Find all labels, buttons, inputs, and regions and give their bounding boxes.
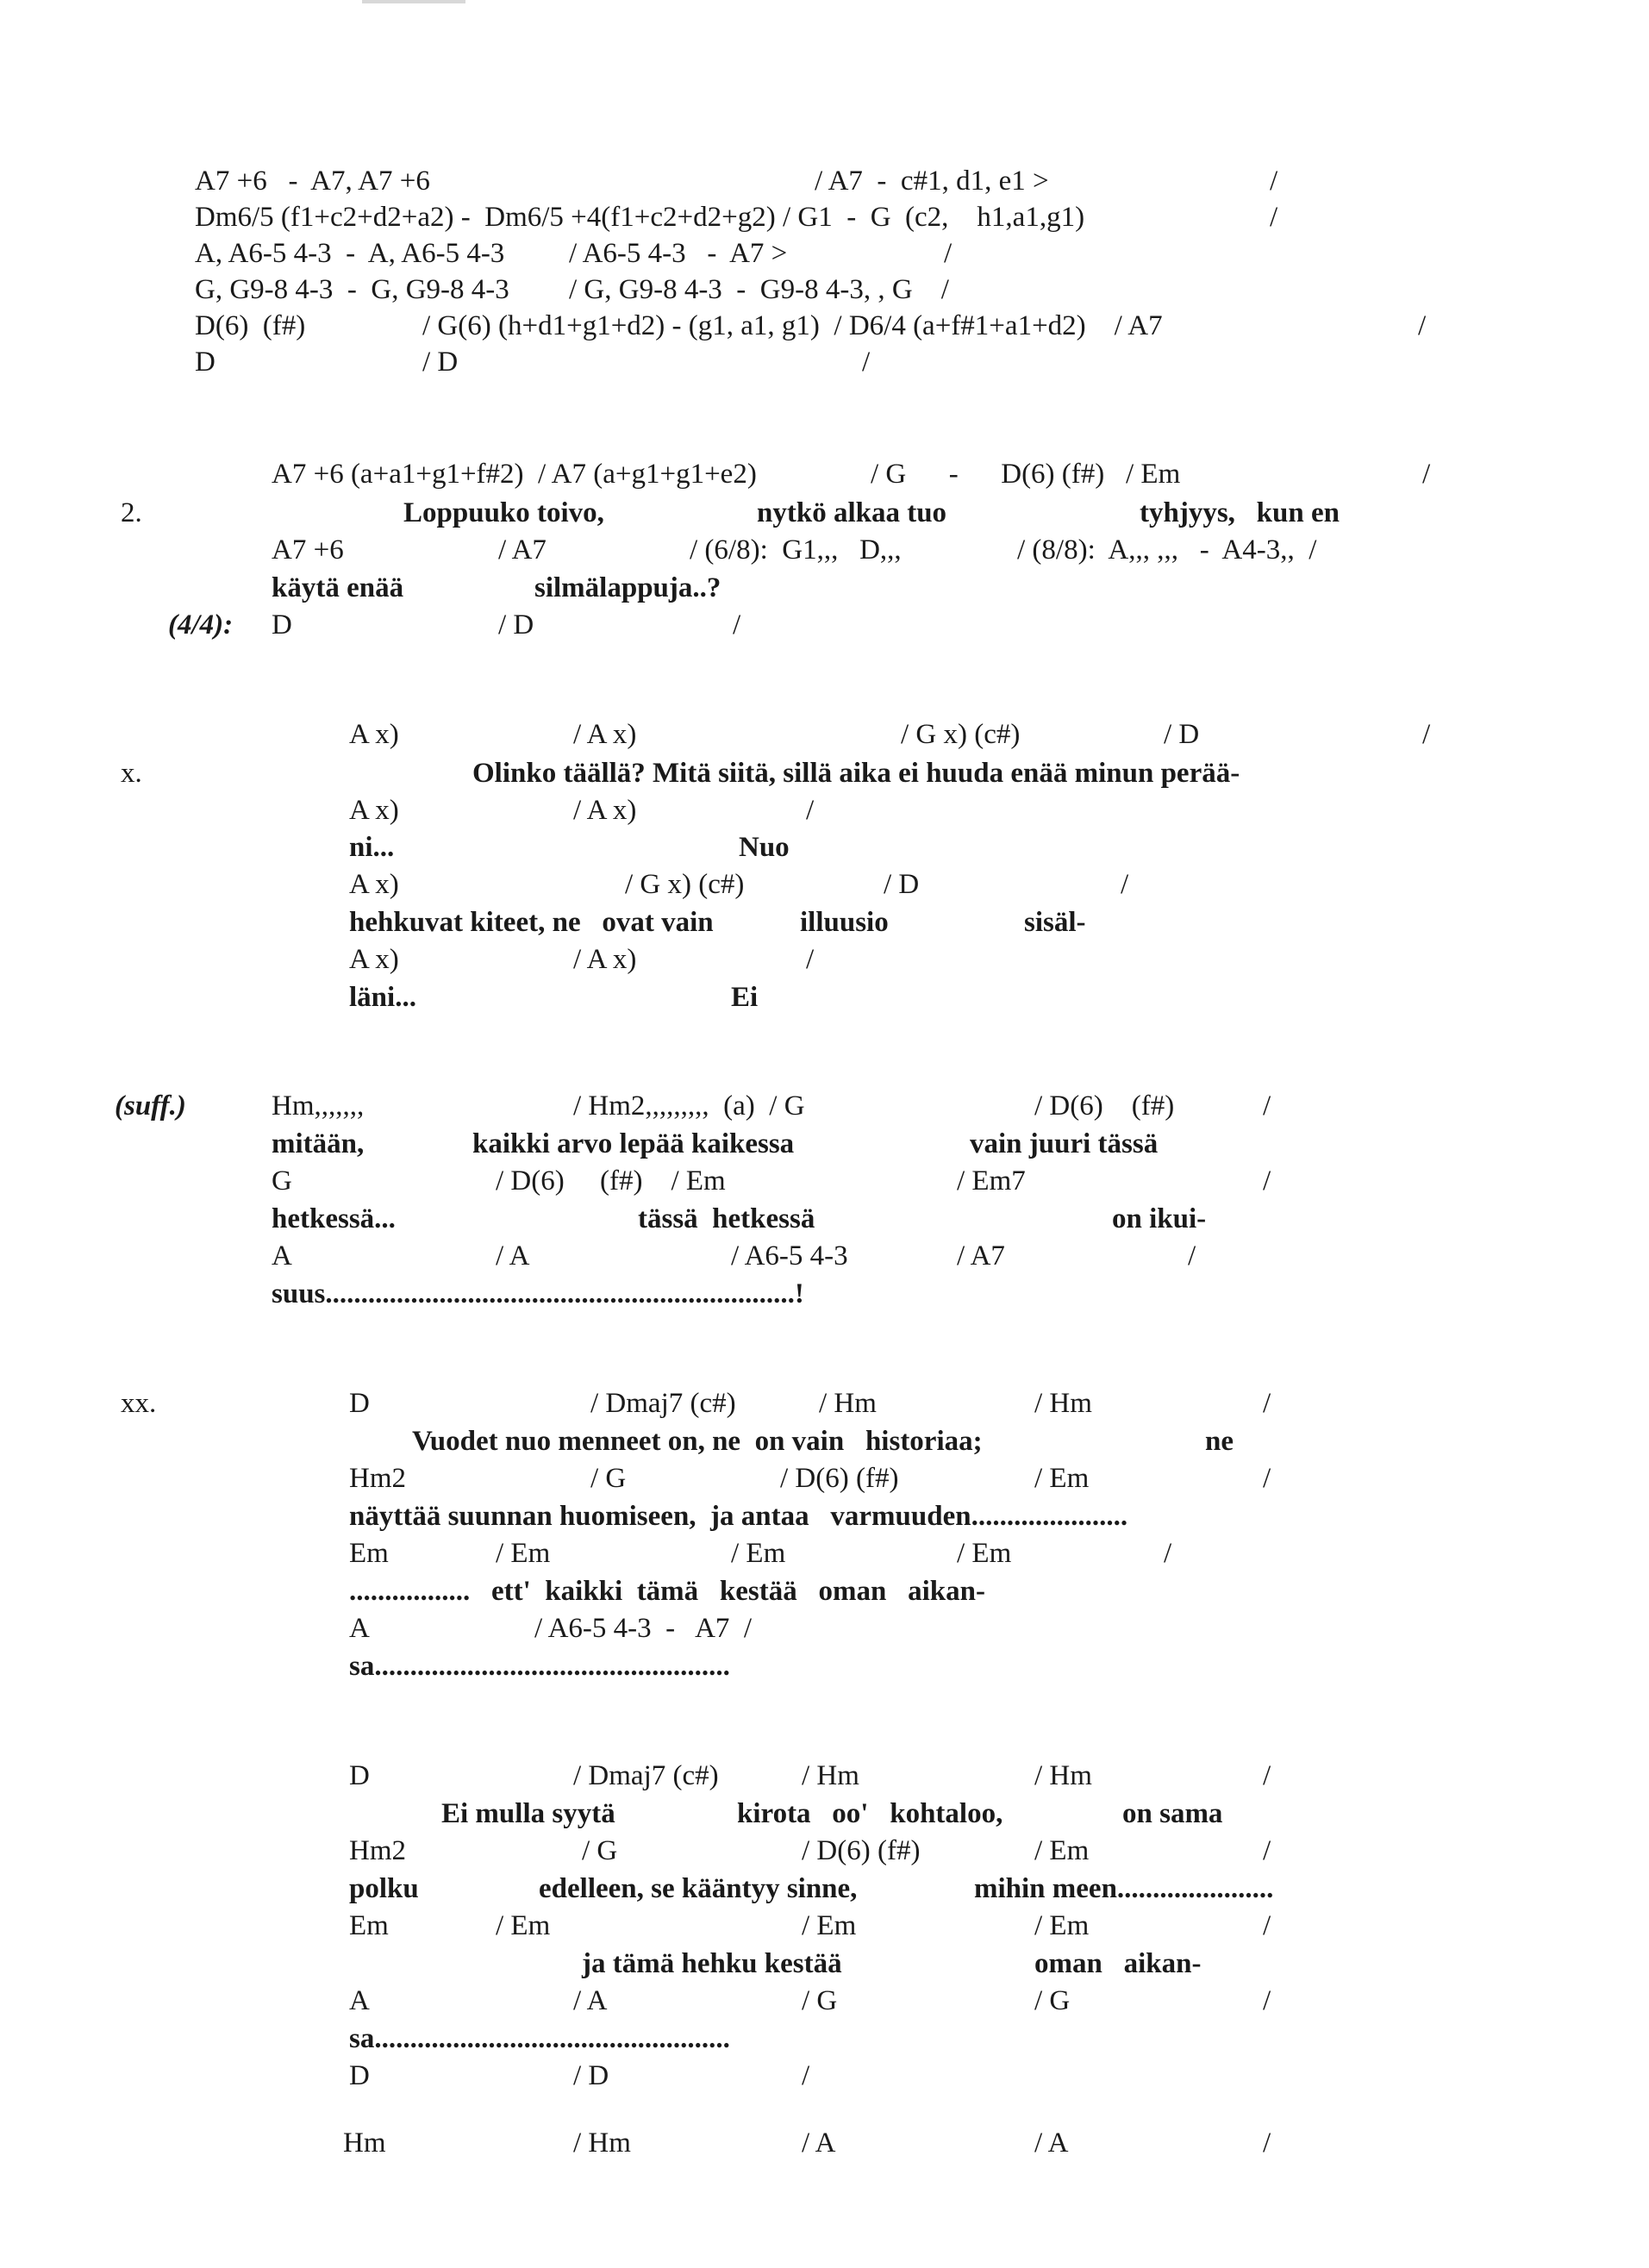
verse2-number: 2. bbox=[121, 497, 142, 528]
verse2-meter-mark: (4/4): bbox=[168, 609, 234, 640]
suff-lyric-line-2: hetkessä... bbox=[272, 1203, 396, 1234]
bridge-x-chord-line-1: A x) bbox=[349, 719, 399, 750]
bridge-x-chord-line-3d: / bbox=[1121, 869, 1129, 900]
bridge-x-chord-line-2c: / bbox=[806, 795, 815, 826]
bridge-x-chord-line-2b: / A x) bbox=[573, 795, 637, 826]
verse3-chord-line-3: Em bbox=[349, 1910, 389, 1941]
bridge-xx-chord-line-2b: / G bbox=[590, 1463, 627, 1494]
intro-chord-line-6: D bbox=[195, 347, 215, 378]
bridge-xx-chord-line-1d: / Hm bbox=[1034, 1388, 1092, 1419]
verse3-chord-line-6b: / Hm bbox=[573, 2127, 631, 2159]
intro-chord-line-1b: / A7 - c#1, d1, e1 > bbox=[815, 166, 1049, 197]
intro-chord-line-3b: / A6-5 4-3 - A7 > bbox=[569, 238, 788, 269]
verse3-lyric-line-2c: mihin meen...................... bbox=[974, 1873, 1274, 1904]
verse3-lyric-line-3: ja tämä hehku kestää bbox=[582, 1948, 842, 1979]
verse3-chord-line-3d: / Em bbox=[1034, 1910, 1090, 1941]
bridge-x-lyric-line-2: ni... bbox=[349, 832, 395, 863]
bridge-x-lyric-line-3: hehkuvat kiteet, ne ovat vain bbox=[349, 907, 714, 938]
verse3-chord-line-1e: / bbox=[1263, 1760, 1271, 1791]
bridge-xx-chord-line-3d: / Em bbox=[957, 1538, 1012, 1569]
bridge-xx-chord-line-3: Em bbox=[349, 1538, 389, 1569]
bridge-x-chord-line-3c: / D bbox=[884, 869, 920, 900]
verse2-lyric-line-1c: tyhjyys, kun en bbox=[1140, 497, 1340, 528]
verse3-chord-line-6c: / A bbox=[802, 2127, 836, 2159]
verse3-chord-line-4c: / G bbox=[802, 1985, 838, 2016]
verse3-lyric-line-1: Ei mulla syytä bbox=[441, 1798, 615, 1829]
bridge-xx-lyric-line-1b: ne bbox=[1205, 1426, 1234, 1457]
intro-chord-line-2: Dm6/5 (f1+c2+d2+a2) - Dm6/5 +4(f1+c2+d2+g2) / G1 - G (c2, h1,a1,g1) bbox=[195, 202, 1085, 233]
verse3-chord-line-4e: / bbox=[1263, 1985, 1271, 2016]
verse3-chord-line-3b: / Em bbox=[496, 1910, 551, 1941]
bridge-xx-chord-line-3c: / Em bbox=[731, 1538, 786, 1569]
verse3-lyric-line-1c: on sama bbox=[1122, 1798, 1223, 1829]
verse2-lyric-line-1: Loppuuko toivo, bbox=[403, 497, 604, 528]
bridge-xx-chord-line-3e: / bbox=[1164, 1538, 1172, 1569]
suff-chord-line-1: Hm,,,,,,, bbox=[272, 1090, 365, 1122]
verse3-chord-line-1d: / Hm bbox=[1034, 1760, 1092, 1791]
verse3-chord-line-2c: / D(6) (f#) bbox=[802, 1835, 921, 1866]
suff-lyric-line-1: mitään, bbox=[272, 1128, 365, 1159]
suff-lyric-line-1b: kaikki arvo lepää kaikessa bbox=[472, 1128, 795, 1159]
suff-lyric-line-1c: vain juuri tässä bbox=[970, 1128, 1159, 1159]
bridge-xx-chord-line-2c: / D(6) (f#) bbox=[780, 1463, 899, 1494]
verse3-chord-line-6d: / A bbox=[1034, 2127, 1069, 2159]
bridge-x-chord-line-1c: / G x) (c#) bbox=[901, 719, 1021, 750]
verse3-lyric-line-4: sa.................................................. bbox=[349, 2023, 730, 2054]
verse2-lyric-line-1b: nytkö alkaa tuo bbox=[757, 497, 947, 528]
bridge-xx-chord-line-3b: / Em bbox=[496, 1538, 551, 1569]
verse3-chord-line-1c: / Hm bbox=[802, 1760, 859, 1791]
bridge-x-chord-line-4c: / bbox=[806, 944, 815, 975]
suff-chord-line-1b: / Hm2,,,,,,,,, (a) / G bbox=[573, 1090, 805, 1122]
bridge-xx-chord-line-1c: / Hm bbox=[819, 1388, 877, 1419]
suff-chord-line-1c: / D(6) (f#) bbox=[1034, 1090, 1175, 1122]
suff-chord-line-2d: / bbox=[1263, 1165, 1271, 1196]
verse3-chord-line-5: D bbox=[349, 2060, 370, 2091]
verse3-chord-line-4: A bbox=[349, 1985, 370, 2016]
verse2-chord-line-1: A7 +6 (a+a1+g1+f#2) / A7 (a+g1+g1+e2) bbox=[272, 459, 757, 490]
verse3-lyric-line-3b: oman aikan- bbox=[1034, 1948, 1202, 1979]
intro-chord-line-1c: / bbox=[1270, 166, 1278, 197]
verse3-chord-line-4d: / G bbox=[1034, 1985, 1071, 2016]
bridge-x-chord-line-1d: / D bbox=[1164, 719, 1200, 750]
intro-chord-line-3: A, A6-5 4-3 - A, A6-5 4-3 bbox=[195, 238, 505, 269]
bridge-x-lyric-line-3c: sisäl- bbox=[1024, 907, 1086, 938]
bridge-xx-chord-line-4b: / A6-5 4-3 - A7 / bbox=[534, 1613, 753, 1644]
verse3-chord-line-2d: / Em bbox=[1034, 1835, 1090, 1866]
intro-chord-line-3c: / bbox=[944, 238, 953, 269]
bridge-xx-chord-line-4: A bbox=[349, 1613, 370, 1644]
suff-chord-line-3b: / A bbox=[496, 1240, 530, 1271]
verse2-chord-line-3: D bbox=[272, 609, 292, 640]
bridge-xx-chord-line-1: D bbox=[349, 1388, 370, 1419]
bridge-x-lyric-line-4: läni... bbox=[349, 982, 416, 1013]
verse2-lyric-line-2: käytä enää bbox=[272, 572, 404, 603]
suff-chord-line-2b: / D(6) (f#) / Em bbox=[496, 1165, 726, 1196]
bridge-x-chord-line-1b: / A x) bbox=[573, 719, 637, 750]
suff-lyric-line-2b: tässä hetkessä bbox=[638, 1203, 815, 1234]
suff-chord-line-2c: / Em7 bbox=[957, 1165, 1026, 1196]
verse3-lyric-line-2b: edelleen, se kääntyy sinne, bbox=[539, 1873, 858, 1904]
verse3-chord-line-1b: / Dmaj7 (c#) bbox=[573, 1760, 719, 1791]
bridge-x-chord-line-2: A x) bbox=[349, 795, 399, 826]
intro-chord-line-5: D(6) (f#) bbox=[195, 310, 306, 341]
intro-chord-line-1: A7 +6 - A7, A7 +6 bbox=[195, 166, 430, 197]
verse3-chord-line-2e: / bbox=[1263, 1835, 1271, 1866]
bridge-xx-lyric-line-1: Vuodet nuo menneet on, ne on vain historiaa; bbox=[412, 1426, 983, 1457]
bridge-x-chord-line-3: A x) bbox=[349, 869, 399, 900]
suff-chord-line-3e: / bbox=[1188, 1240, 1196, 1271]
verse2-chord-line-2: A7 +6 bbox=[272, 534, 344, 565]
suff-chord-line-1d: / bbox=[1263, 1090, 1271, 1122]
bridge-x-chord-line-4b: / A x) bbox=[573, 944, 637, 975]
verse2-chord-line-3b: / D bbox=[498, 609, 534, 640]
suff-chord-line-3: A bbox=[272, 1240, 292, 1271]
intro-chord-line-4b: / G, G9-8 4-3 - G9-8 4-3, , G / bbox=[569, 274, 949, 305]
bridge-x-lyric-line-2b: Nuo bbox=[739, 832, 790, 863]
bridge-x-chord-line-3b: / G x) (c#) bbox=[625, 869, 745, 900]
bridge-x-chord-line-4: A x) bbox=[349, 944, 399, 975]
verse3-lyric-line-1b: kirota oo' kohtaloo, bbox=[737, 1798, 1003, 1829]
verse3-chord-line-1: D bbox=[349, 1760, 370, 1791]
intro-chord-line-4: G, G9-8 4-3 - G, G9-8 4-3 bbox=[195, 274, 509, 305]
suff-lyric-line-2c: on ikui- bbox=[1112, 1203, 1207, 1234]
bridge-x-number: x. bbox=[121, 758, 142, 789]
intro-chord-line-6b: / D bbox=[422, 347, 459, 378]
intro-chord-line-2b: / bbox=[1270, 202, 1278, 233]
verse3-chord-line-6: Hm bbox=[343, 2127, 386, 2159]
verse2-chord-line-2b: / A7 bbox=[498, 534, 547, 565]
bridge-xx-number: xx. bbox=[121, 1388, 157, 1419]
verse2-chord-line-2c: / (6/8): G1,,, D,,, bbox=[690, 534, 902, 565]
verse3-chord-line-3e: / bbox=[1263, 1910, 1271, 1941]
intro-chord-line-6c: / bbox=[862, 347, 871, 378]
bridge-xx-lyric-line-3: ................. ett' kaikki tämä kestää oman aikan- bbox=[349, 1576, 985, 1607]
bridge-xx-chord-line-2e: / bbox=[1263, 1463, 1271, 1494]
verse2-chord-line-1c: / bbox=[1422, 459, 1431, 490]
bridge-xx-chord-line-2: Hm2 bbox=[349, 1463, 406, 1494]
suff-mark: (suff.) bbox=[115, 1090, 186, 1122]
verse2-chord-line-3c: / bbox=[733, 609, 741, 640]
verse3-chord-line-4b: / A bbox=[573, 1985, 608, 2016]
suff-chord-line-3c: / A6-5 4-3 bbox=[731, 1240, 848, 1271]
bridge-x-lyric-line-1: Olinko täällä? Mitä siitä, sillä aika ei huuda enää minun perää- bbox=[472, 758, 1240, 789]
verse2-lyric-line-2b: silmälappuja..? bbox=[534, 572, 721, 603]
bridge-x-lyric-line-4b: Ei bbox=[731, 982, 759, 1013]
bridge-xx-lyric-line-4: sa.................................................. bbox=[349, 1651, 730, 1682]
verse3-chord-line-5c: / bbox=[802, 2060, 810, 2091]
bridge-xx-chord-line-1e: / bbox=[1263, 1388, 1271, 1419]
bridge-x-lyric-line-3b: illuusio bbox=[800, 907, 889, 938]
bridge-x-chord-line-1e: / bbox=[1422, 719, 1431, 750]
verse3-chord-line-6e: / bbox=[1263, 2127, 1271, 2159]
verse2-chord-line-1b: / G - D(6) (f#) / Em bbox=[871, 459, 1181, 490]
suff-lyric-line-3: suus..................................................................! bbox=[272, 1278, 804, 1309]
bridge-xx-chord-line-2d: / Em bbox=[1034, 1463, 1090, 1494]
verse3-chord-line-2b: / G bbox=[582, 1835, 618, 1866]
verse3-chord-line-3c: / Em bbox=[802, 1910, 857, 1941]
suff-chord-line-3d: / A7 bbox=[957, 1240, 1005, 1271]
bridge-xx-chord-line-1b: / Dmaj7 (c#) bbox=[590, 1388, 736, 1419]
verse2-chord-line-2d: / (8/8): A,,, ,,, - A4-3,, / bbox=[1017, 534, 1317, 565]
verse3-lyric-line-2: polku bbox=[349, 1873, 419, 1904]
intro-chord-line-5b: / G(6) (h+d1+g1+d2) - (g1, a1, g1) / D6/4 (a+f#1+a1+d2) / A7 bbox=[422, 310, 1163, 341]
scan-artifact bbox=[362, 0, 465, 3]
bridge-xx-lyric-line-2: näyttää suunnan huomiseen, ja antaa varmuuden...................... bbox=[349, 1501, 1128, 1532]
verse3-chord-line-2: Hm2 bbox=[349, 1835, 406, 1866]
suff-chord-line-2: G bbox=[272, 1165, 292, 1196]
intro-chord-line-5c: / bbox=[1418, 310, 1427, 341]
verse3-chord-line-5b: / D bbox=[573, 2060, 609, 2091]
